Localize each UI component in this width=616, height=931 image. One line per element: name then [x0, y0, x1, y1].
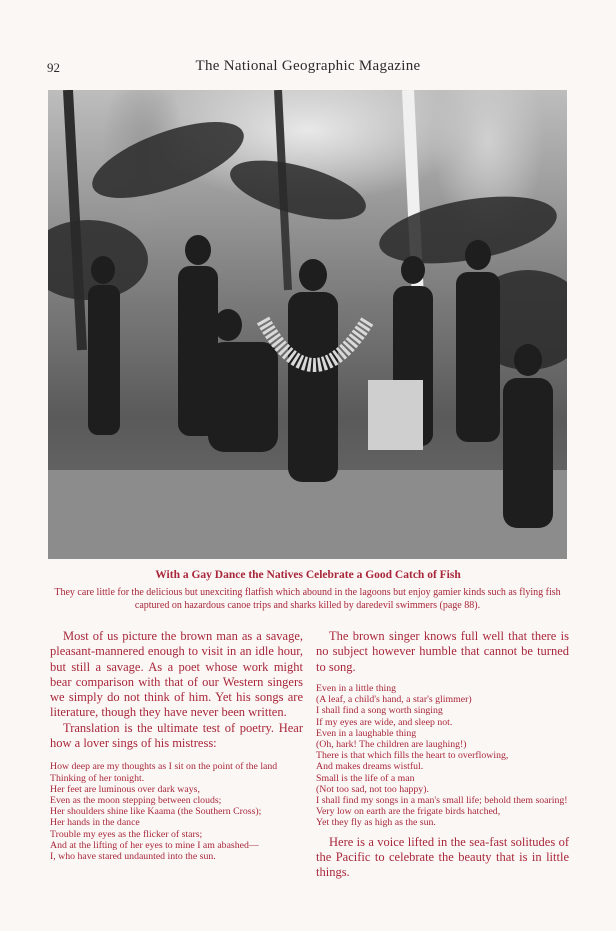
poem-line: How deep are my thoughts as I sit on the point of the land: [50, 761, 278, 773]
poem-line: Even in a little thing: [316, 682, 396, 694]
caption-text: They care little for the delicious but unexciting flatfish which abound in the lagoons but enjoy gamier kinds such as flying fish captured on hazardous canoe trips and sharks killed by daredevil swimmers (page 88).: [54, 587, 561, 611]
body-paragraph: The brown singer knows full well that there is no subject however humble that cannot be turned to song.: [316, 629, 569, 674]
poem-line: Her shoulders shine like Kaama (the Southern Cross);: [50, 806, 262, 818]
poem-line: Her feet are luminous over dark ways,: [50, 783, 200, 795]
poem-line: Even in a laughable thing: [316, 727, 417, 739]
poem-line: (Not too sad, not too happy).: [316, 783, 429, 795]
poem-line: (Oh, hark! The children are laughing!): [316, 738, 467, 750]
poem-line: Thinking of her tonight.: [50, 772, 145, 784]
poem-line: Very low on earth are the frigate birds hatched,: [316, 806, 501, 818]
poem-line: And at the lifting of her eyes to mine I am abashed—: [50, 839, 259, 851]
right-column: [316, 629, 569, 880]
body-paragraph: Here is a voice lifted in the sea-fast solitudes of the Pacific to celebrate the beauty that is in little things.: [316, 834, 569, 880]
poem-line: If my eyes are wide, and sleep not.: [316, 716, 453, 728]
poem-line: Trouble my eyes as the flicker of stars;: [50, 828, 203, 840]
running-title: The National Geographic Magazine: [195, 58, 421, 74]
poem-line: I shall find a song worth singing: [316, 705, 443, 717]
poem-line: Her hands in the dance: [50, 817, 140, 829]
poem-line: (A leaf, a child's hand, a star's glimmer): [316, 694, 472, 706]
poem-line: And makes dreams wistful.: [316, 761, 424, 773]
poem-line: There is that which fills the heart to overflowing,: [316, 750, 509, 762]
poem-little-thing: [316, 683, 569, 829]
photograph: [48, 90, 567, 559]
poem-line: I, who have stared undaunted into the sun.: [50, 851, 216, 862]
page-number: 92: [47, 60, 60, 75]
left-column: [50, 629, 303, 868]
poem-line: Yet they fly as high as the sun.: [316, 817, 436, 829]
photo-dancers-with-fish-garland-icon: [48, 90, 567, 559]
poem-line: I shall find my songs in a man's small life; behold them soaring!: [316, 794, 568, 806]
caption-title: With a Gay Dance the Natives Celebrate a Good Catch of Fish: [155, 569, 461, 581]
poem-lover: [50, 761, 303, 862]
poem-line: Small is the life of a man: [316, 772, 415, 784]
poem-line: Even as the moon stepping between clouds;: [50, 794, 222, 806]
body-paragraph: Most of us picture the brown man as a savage, pleasant-mannered enough to visit in an idle hour, but still a savage. As a poet whose work might bear comparison with that of our Western singers we simply do not think of him. Yet his songs are literature, though they have never been written.: [50, 629, 303, 720]
body-paragraph: Translation is the ultimate test of poetry. Hear how a lover sings of his mistress:: [50, 720, 303, 751]
